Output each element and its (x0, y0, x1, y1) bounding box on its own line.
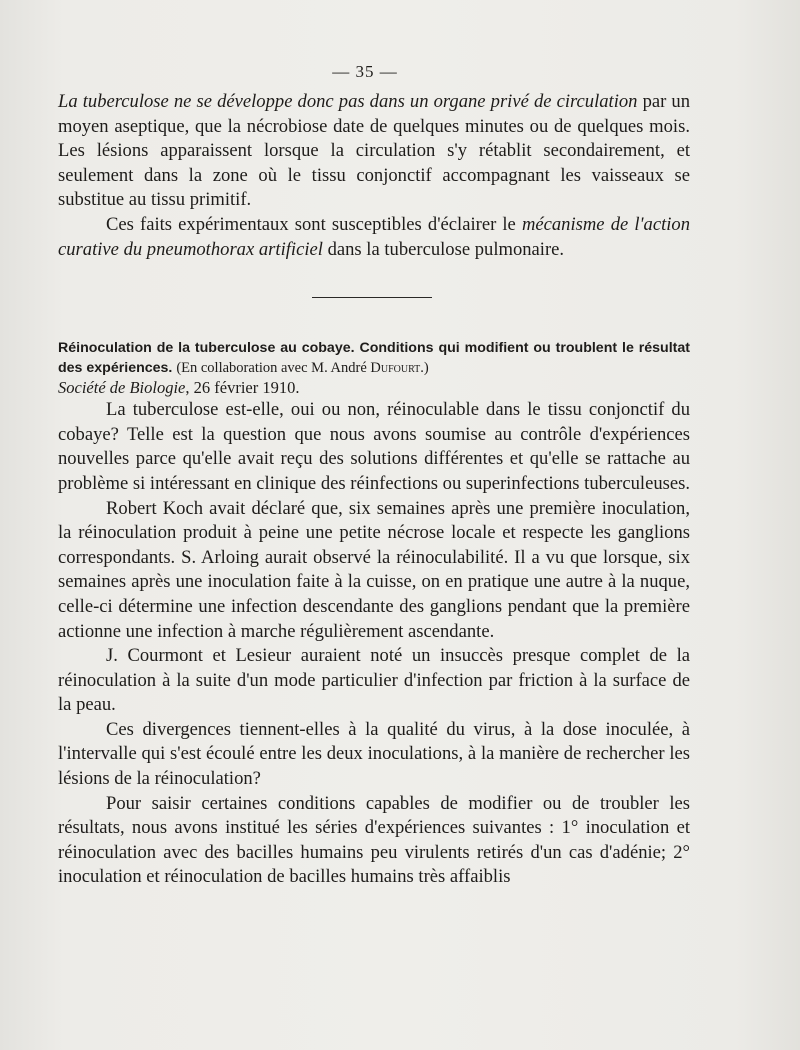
article-heading (58, 338, 690, 378)
page-body (58, 90, 690, 890)
intro-paragraph-2 (58, 213, 690, 262)
intro-paragraph-1-text: par un moyen aseptique, que la nécrobiose date de quelques minutes ou de quelques mois. Les lésions apparaissent lorsque la circulation s'y rétablit secondairement, et seulement dans la zone où le tissu conjonctif accompagnant les vaisseaux se substitue au tissu primitif. (58, 91, 690, 211)
intro-italic-phrase: La tuberculose ne se développe donc pas dans un organe privé de circulation (58, 91, 638, 112)
intro-paragraph-2-end: dans la tuberculose pulmonaire. (322, 238, 565, 260)
article-title: Réinoculation de la tuberculose au cobaye. Conditions qui modifient ou troublent le résultat des expériences. (58, 340, 690, 377)
collab-suffix: .) (420, 360, 429, 377)
section-divider (312, 297, 432, 298)
page-number: — 35 — (332, 62, 398, 81)
intro-paragraph-1 (58, 90, 690, 213)
body-paragraph-4: Ces divergences tiennent-elles à la qualité du virus, à la dose inoculée, à l'intervalle qui s'est écoulé entre les deux inoculations, à la manière de rechercher les lésions de la réinoculation? (58, 718, 690, 790)
society-name: Société de Biologie (58, 378, 186, 398)
body-paragraph-5: Pour saisir certaines conditions capables de modifier ou de troubler les résultats, nous avons institué les séries d'expériences suivantes : 1° inoculation et réinoculation avec des bacilles humains peu virulents retirés d'un cas d'adénie; 2° inoculation et réinoculation de bacilles humains très affaiblis (58, 792, 690, 888)
publication-date: , 26 février 1910. (185, 378, 300, 398)
body-paragraph-2: Robert Koch avait déclaré que, six semaines après une première inoculation, la réinoculation produit à peine une petite nécrose locale et respecte les ganglions correspondants. S. Arloing aurait observé la réinoculabilité. Il a vu que lorsque, six semaines après une inoculation faite à la cuisse, on en pratique une autre à la nuque, celle-ci détermine une infection descendante des ganglions pendant que la première actionne une infection à marche régulièrement ascendante. (58, 497, 690, 642)
body-paragraph-3: J. Courmont et Lesieur auraient noté un insuccès presque complet de la réinoculation à la suite d'un mode particulier d'infection par friction à la surface de la peau. (58, 645, 690, 716)
collab-prefix: (En collaboration avec M. André (176, 360, 371, 377)
intro-paragraph-2-start: Ces faits expérimentaux sont susceptibles d'éclairer le (106, 213, 522, 235)
collaboration-note (176, 360, 428, 376)
body-paragraph-1: La tuberculose est-elle, oui ou non, réinoculable dans le tissu conjonctif du cobaye? Telle est la question que nous avons soumise au contrôle d'expériences nouvelles parce qu'elle avait reçu des solutions différentes et qu'elle se rattache au problème si intéressant en clinique des réinfections ou superinfections tuberculeuses. (58, 399, 690, 494)
collab-name: Dufourt (370, 360, 421, 377)
intro-paragraph-2-italic: mécanisme de l'action curative du pneumothorax artificiel (58, 213, 690, 260)
publication-reference (58, 378, 690, 398)
